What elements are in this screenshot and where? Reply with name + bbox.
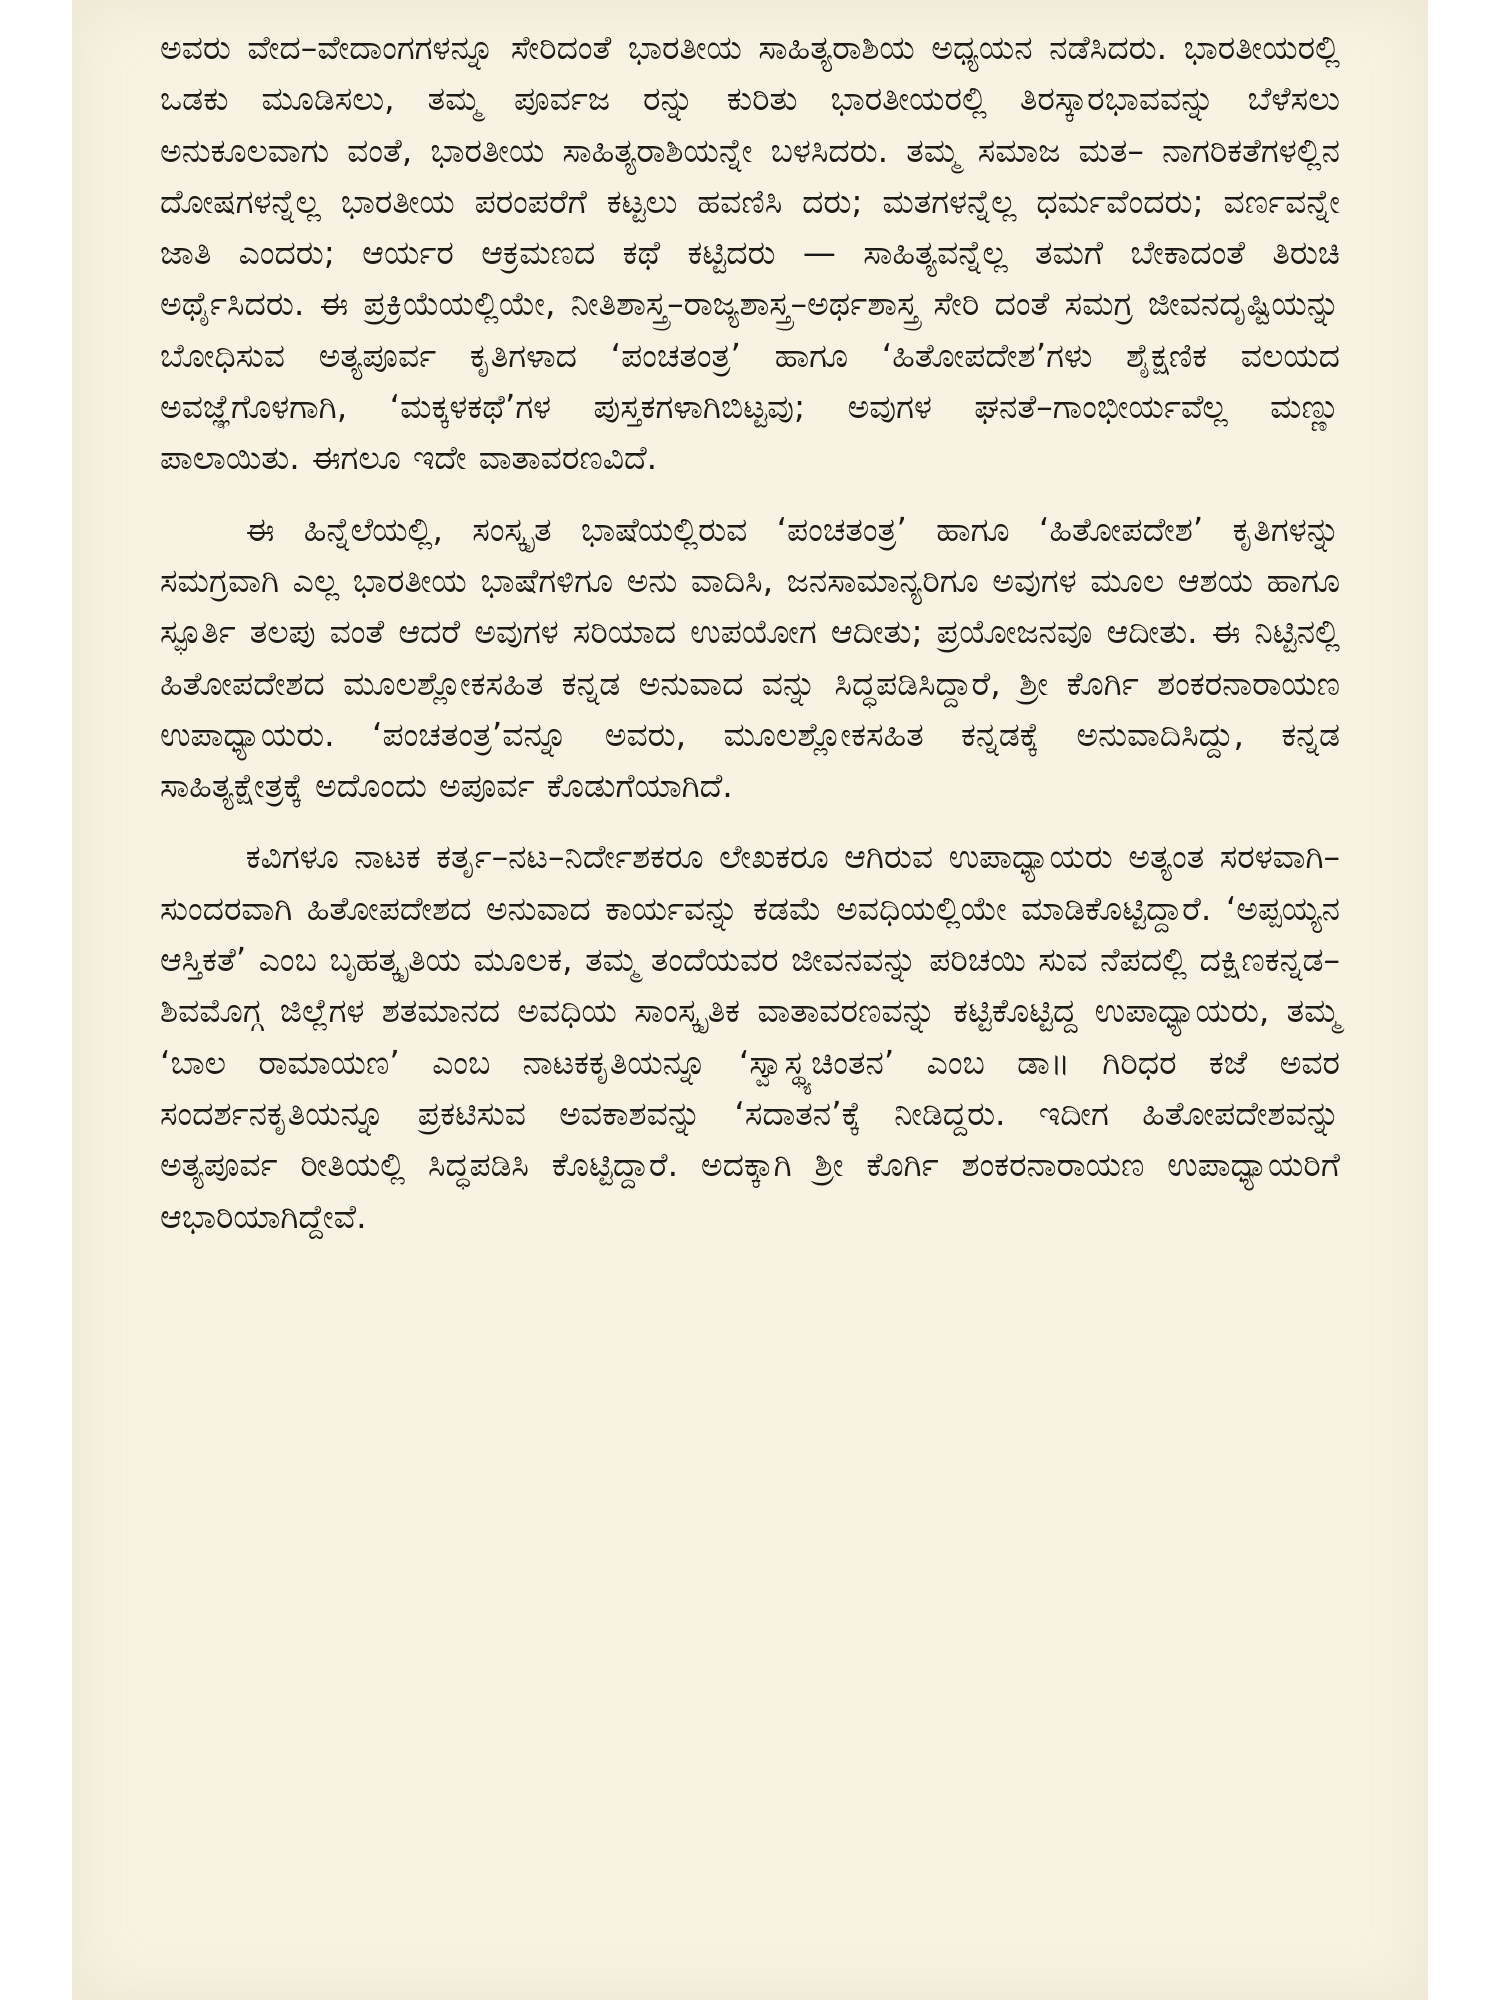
page-body [160,22,1340,1262]
paragraph-1: ಅವರು ವೇದ–ವೇದಾಂಗಗಳನ್ನೂ ಸೇರಿದಂತೆ ಭಾರತೀಯ ಸಾಹಿತ್ಯರಾಶಿಯ ಅಧ್ಯಯನ ನಡೆಸಿದರು. ಭಾರತೀಯರಲ್ಲಿ ಒಡಕು ಮೂಡಿಸಲು, ತಮ್ಮ ಪೂರ್ವಜ ರನ್ನು ಕುರಿತು ಭಾರತೀಯರಲ್ಲಿ ತಿರಸ್ಕಾರಭಾವವನ್ನು ಬೆಳೆಸಲು ಅನುಕೂಲವಾಗು ವಂತೆ, ಭಾರತೀಯ ಸಾಹಿತ್ಯರಾಶಿಯನ್ನೇ ಬಳಸಿದರು. ತಮ್ಮ ಸಮಾಜ ಮತ– ನಾಗರಿಕತೆಗಳಲ್ಲಿನ ದೋಷಗಳನ್ನೆಲ್ಲ ಭಾರತೀಯ ಪರಂಪರೆಗೆ ಕಟ್ಟಲು ಹವಣಿಸಿ ದರು; ಮತಗಳನ್ನೆಲ್ಲ ಧರ್ಮವೆಂದರು; ವರ್ಣವನ್ನೇ ಜಾತಿ ಎಂದರು; ಆರ್ಯರ ಆಕ್ರಮಣದ ಕಥೆ ಕಟ್ಟಿದರು — ಸಾಹಿತ್ಯವನ್ನೆಲ್ಲ ತಮಗೆ ಬೇಕಾದಂತೆ ತಿರುಚಿ ಅರ್ಥೈಸಿದರು. ಈ ಪ್ರಕ್ರಿಯೆಯಲ್ಲಿಯೇ, ನೀತಿಶಾಸ್ತ್ರ–ರಾಜ್ಯಶಾಸ್ತ್ರ–ಅರ್ಥಶಾಸ್ತ್ರ ಸೇರಿ ದಂತೆ ಸಮಗ್ರ ಜೀವನದೃಷ್ಟಿಯನ್ನು ಬೋಧಿಸುವ ಅತ್ಯಪೂರ್ವ ಕೃತಿಗಳಾದ ‘ಪಂಚತಂತ್ರ’ ಹಾಗೂ ‘ಹಿತೋಪದೇಶ’ಗಳು ಶೈಕ್ಷಣಿಕ ವಲಯದ ಅವಜ್ಞೆಗೊಳಗಾಗಿ, ‘ಮಕ್ಕಳಕಥೆ’ಗಳ ಪುಸ್ತಕಗಳಾಗಿಬಿಟ್ಟವು; ಅವುಗಳ ಘನತೆ–ಗಾಂಭೀರ್ಯವೆಲ್ಲ ಮಣ್ಣು ಪಾಲಾಯಿತು. ಈಗಲೂ ಇದೇ ವಾತಾವರಣವಿದೆ. [160,28,1340,478]
paragraph-3: ಕವಿಗಳೂ ನಾಟಕ ಕರ್ತೃ–ನಟ–ನಿರ್ದೇಶಕರೂ ಲೇಖಕರೂ ಆಗಿರುವ ಉಪಾಧ್ಯಾಯರು ಅತ್ಯಂತ ಸರಳವಾಗಿ–ಸುಂದರವಾಗಿ ಹಿತೋಪದೇಶದ ಅನುವಾದ ಕಾರ್ಯವನ್ನು ಕಡಮೆ ಅವಧಿಯಲ್ಲಿಯೇ ಮಾಡಿಕೊಟ್ಟಿದ್ದಾರೆ. ‘ಅಪ್ಪಯ್ಯನ ಆಸ್ತಿಕತೆ’ ಎಂಬ ಬೃಹತ್ಕೃತಿಯ ಮೂಲಕ, ತಮ್ಮ ತಂದೆಯವರ ಜೀವನವನ್ನು ಪರಿಚಯಿ ಸುವ ನೆಪದಲ್ಲಿ ದಕ್ಷಿಣಕನ್ನಡ–ಶಿವಮೊಗ್ಗ ಜಿಲ್ಲೆಗಳ ಶತಮಾನದ ಅವಧಿಯ ಸಾಂಸ್ಕೃತಿಕ ವಾತಾವರಣವನ್ನು ಕಟ್ಟಿಕೊಟ್ಟಿದ್ದ ಉಪಾಧ್ಯಾಯರು, ತಮ್ಮ ‘ಬಾಲ ರಾಮಾಯಣ’ ಎಂಬ ನಾಟಕಕೃತಿಯನ್ನೂ ‘ಸ್ವಾಸ್ಥ್ಯಚಿಂತನ’ ಎಂಬ ಡಾ॥ ಗಿರಿಧರ ಕಜೆ ಅವರ ಸಂದರ್ಶನಕೃತಿಯನ್ನೂ ಪ್ರಕಟಿಸುವ ಅವಕಾಶವನ್ನು ‘ಸದಾತನ’ಕ್ಕೆ ನೀಡಿದ್ದರು. ಇದೀಗ ಹಿತೋಪದೇಶವನ್ನು ಅತ್ಯಪೂರ್ವ ರೀತಿಯಲ್ಲಿ ಸಿದ್ಧಪಡಿಸಿ ಕೊಟ್ಟಿದ್ದಾರೆ. ಅದಕ್ಕಾಗಿ ಶ್ರೀ ಕೊರ್ಗಿ ಶಂಕರನಾರಾಯಣ ಉಪಾಧ್ಯಾಯರಿಗೆ ಆಭಾರಿಯಾಗಿದ್ದೇವೆ. [160,837,1340,1236]
paragraph-2: ಈ ಹಿನ್ನೆಲೆಯಲ್ಲಿ, ಸಂಸ್ಕೃತ ಭಾಷೆಯಲ್ಲಿರುವ ‘ಪಂಚತಂತ್ರ’ ಹಾಗೂ ‘ಹಿತೋಪದೇಶ’ ಕೃತಿಗಳನ್ನು ಸಮಗ್ರವಾಗಿ ಎಲ್ಲ ಭಾರತೀಯ ಭಾಷೆಗಳಿಗೂ ಅನು ವಾದಿಸಿ, ಜನಸಾಮಾನ್ಯರಿಗೂ ಅವುಗಳ ಮೂಲ ಆಶಯ ಹಾಗೂ ಸ್ಫೂರ್ತಿ ತಲಪು ವಂತೆ ಆದರೆ ಅವುಗಳ ಸರಿಯಾದ ಉಪಯೋಗ ಆದೀತು; ಪ್ರಯೋಜನವೂ ಆದೀತು. ಈ ನಿಟ್ಟಿನಲ್ಲಿ ಹಿತೋಪದೇಶದ ಮೂಲಶ್ಲೋಕಸಹಿತ ಕನ್ನಡ ಅನುವಾದ ವನ್ನು ಸಿದ್ಧಪಡಿಸಿದ್ದಾರೆ, ಶ್ರೀ ಕೊರ್ಗಿ ಶಂಕರನಾರಾಯಣ ಉಪಾಧ್ಯಾಯರು. ‘ಪಂಚತಂತ್ರ’ವನ್ನೂ ಅವರು, ಮೂಲಶ್ಲೋಕಸಹಿತ ಕನ್ನಡಕ್ಕೆ ಅನುವಾದಿಸಿದ್ದು, ಕನ್ನಡ ಸಾಹಿತ್ಯಕ್ಷೇತ್ರಕ್ಕೆ ಅದೊಂದು ಅಪೂರ್ವ ಕೊಡುಗೆಯಾಗಿದೆ. [160,509,1340,806]
book-page [72,0,1428,2000]
